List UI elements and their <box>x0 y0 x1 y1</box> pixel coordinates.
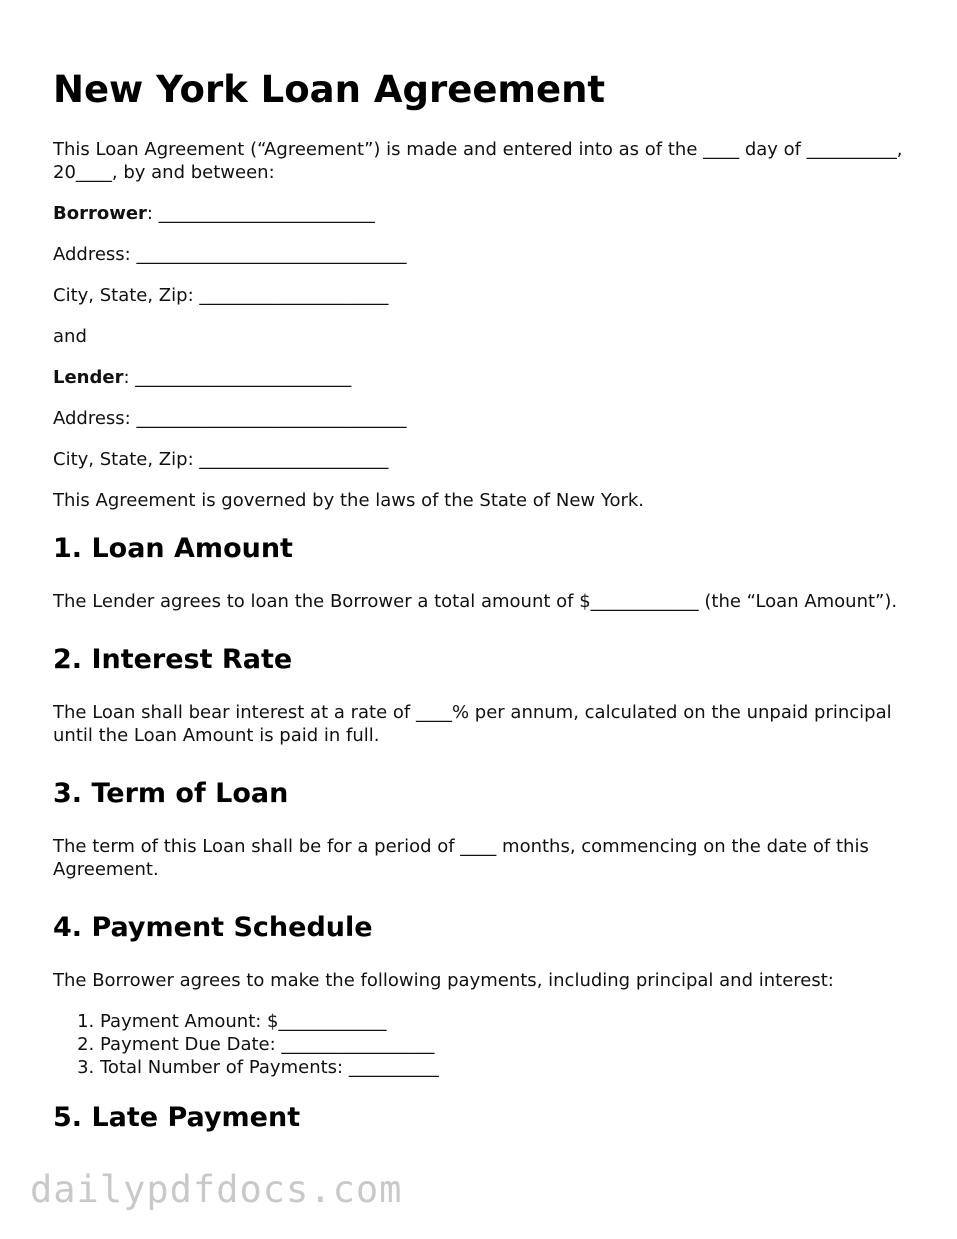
section-heading-payment-schedule: 4. Payment Schedule <box>53 912 373 943</box>
lender-field: : ________________________ <box>123 367 352 388</box>
borrower-field: : ________________________ <box>146 203 375 224</box>
borrower-address-field: Address: ______________________________ <box>53 244 407 265</box>
governing-law-paragraph: This Agreement is governed by the laws of the State of New York. <box>53 490 645 511</box>
section-heading-late-payment: 5. Late Payment <box>53 1102 301 1133</box>
payment-schedule-list <box>53 1010 915 1079</box>
section-heading-interest-rate: 2. Interest Rate <box>53 644 293 675</box>
section-body-payment-schedule: The Borrower agrees to make the following payments, including principal and interest: <box>53 970 834 991</box>
document-page <box>53 64 915 1159</box>
lender-line <box>53 366 915 389</box>
document-title: New York Loan Agreement <box>53 68 606 111</box>
section-body-loan-amount: The Lender agrees to loan the Borrower a total amount of $____________ (the “Loan Amount”). <box>53 591 898 612</box>
section-heading-term: 3. Term of Loan <box>53 778 289 809</box>
lender-address-field: Address: ______________________________ <box>53 408 407 429</box>
section-body-term: The term of this Loan shall be for a period of ____ months, commencing on the date of this Agreement. <box>53 836 869 880</box>
intro-paragraph: This Loan Agreement (“Agreement”) is made and entered into as of the ____ day of __________, 20____, by and between: <box>53 139 903 183</box>
borrower-city-field: City, State, Zip: _____________________ <box>53 285 389 306</box>
list-item: 3. Total Number of Payments: __________ <box>100 1056 915 1079</box>
list-item: 1. Payment Amount: $____________ <box>100 1010 915 1033</box>
borrower-line <box>53 202 915 225</box>
borrower-label: Borrower <box>53 203 147 224</box>
section-heading-loan-amount: 1. Loan Amount <box>53 533 293 564</box>
section-body-interest-rate: The Loan shall bear interest at a rate of ____% per annum, calculated on the unpaid principal until the Loan Amount is paid in full. <box>53 702 892 746</box>
list-item: 2. Payment Due Date: _________________ <box>100 1033 915 1056</box>
lender-label: Lender <box>53 367 124 388</box>
watermark-text: dailypdfdocs.com <box>30 1168 403 1211</box>
lender-city-field: City, State, Zip: _____________________ <box>53 449 389 470</box>
and-text: and <box>53 326 87 347</box>
